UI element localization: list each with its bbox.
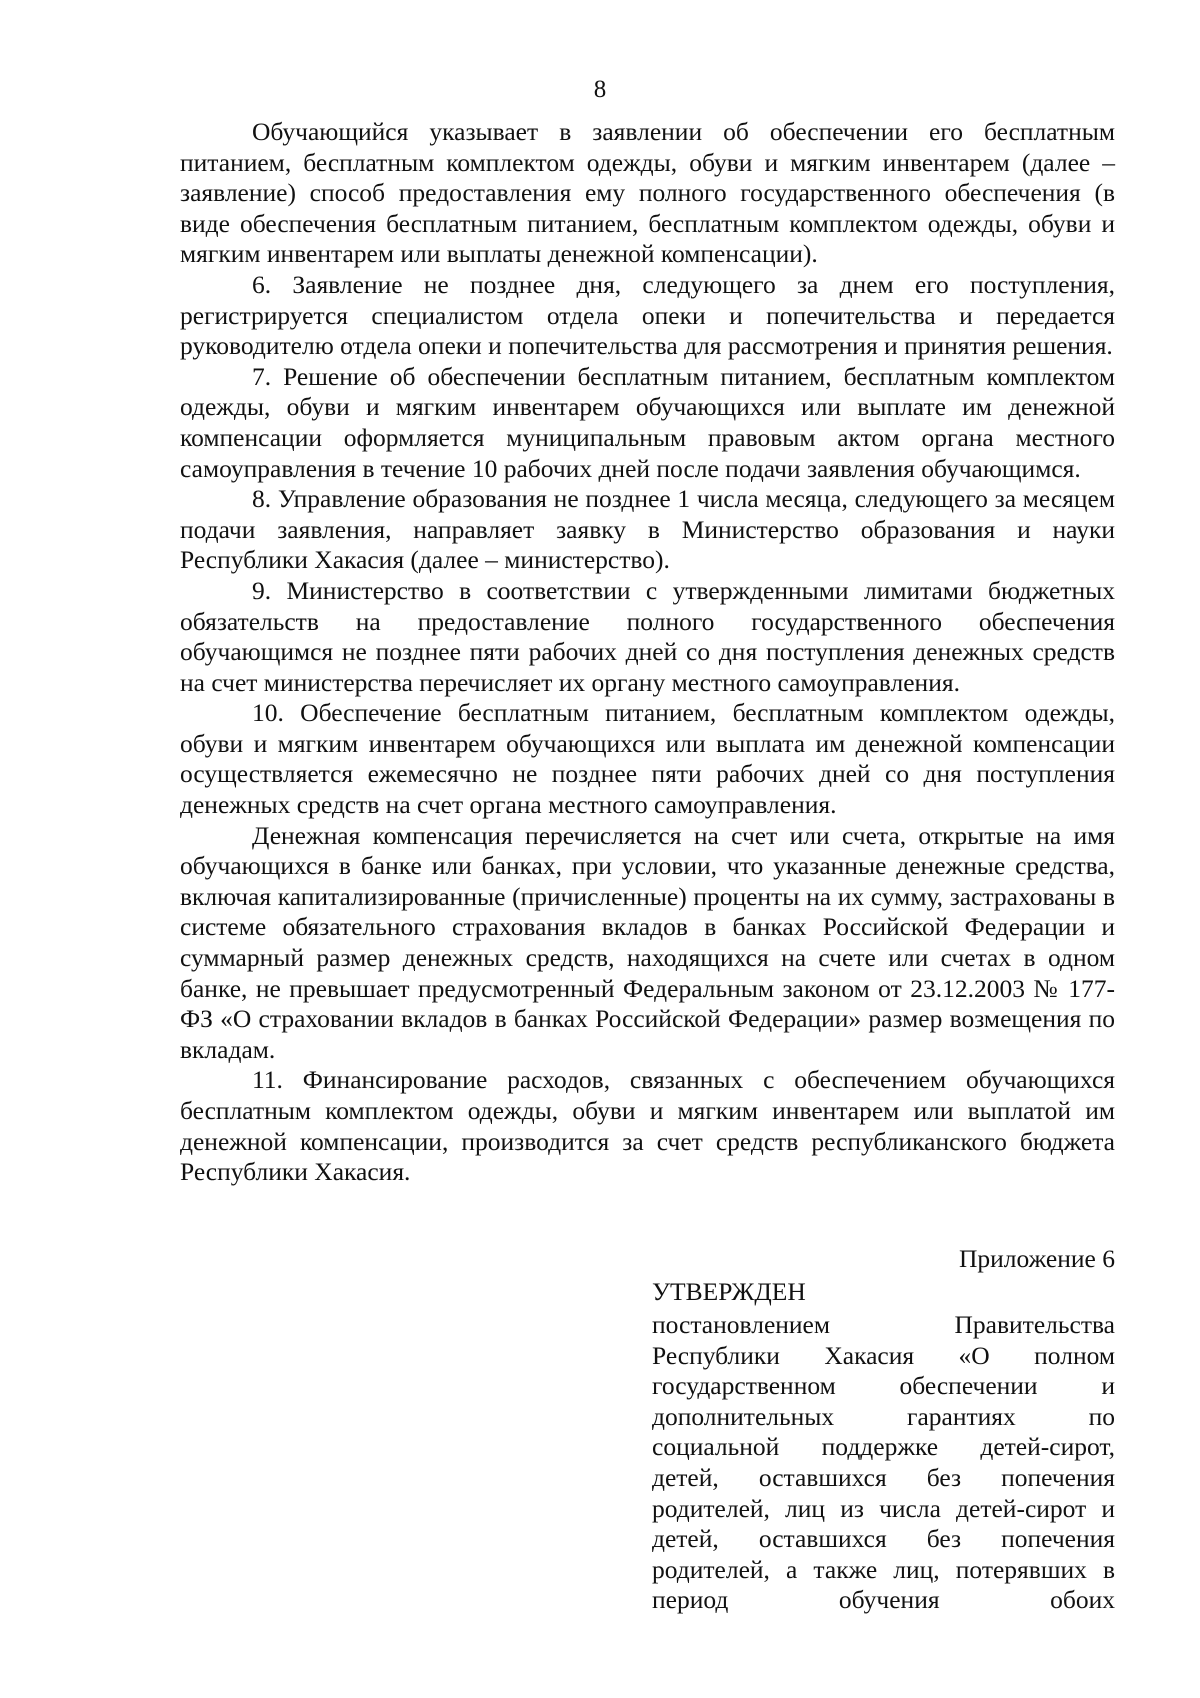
paragraph-item-6: 6. Заявление не позднее дня, следующего за днем его поступления, регистрируется специалистом отдела опеки и попечительства и передается руководителю отдела опеки и попечительства для рассмотрения и принятия решения. [180,269,1115,361]
paragraph-item-9: 9. Министерство в соответствии с утвержденными лимитами бюджетных обязательств на предоставление полного государственного обеспечения обучающимся не позднее пяти рабочих дней со дня поступления денежных средств на счет министерства перечисляет их органу местного самоуправления. [180,575,1115,697]
paragraph-item-10: 10. Обеспечение бесплатным питанием, бесплатным комплектом одежды, обуви и мягким инвентарем обучающихся или выплата им денежной компенсации осуществляется ежемесячно не позднее пяти рабочих дней со дня поступления денежных средств на счет органа местного самоуправления. [180,698,1115,820]
approved-by-resolution-text: постановлением Правительства Республики Хакасия «О полном государственном обеспечении и дополнительных гарантиях по социальной поддержке детей-сирот, детей, оставшихся без попечения родителей, лиц из числа детей-сирот и детей, оставшихся без попечения родителей, а также лиц, потерявших в период обучения обоих [652,1310,1115,1615]
appendix-block [652,1244,1115,1616]
paragraph-item-11: 11. Финансирование расходов, связанных с обеспечением обучающихся бесплатным комплектом одежды, обуви и мягким инвентарем или выплатой им денежной компенсации, производится за счет средств республиканского бюджета Республики Хакасия. [180,1065,1115,1187]
paragraph-statement-method: Обучающийся указывает в заявлении об обеспечении его бесплатным питанием, бесплатным комплектом одежды, обуви и мягким инвентарем (далее – заявление) способ предоставления ему полного государственного обеспечения (в виде обеспечения бесплатным питанием, бесплатным комплектом одежды, обуви и мягким инвентарем или выплаты денежной компенсации). [180,117,1115,269]
page-number: 8 [593,76,607,103]
body-text [180,117,1115,1188]
paragraph-item-8: 8. Управление образования не позднее 1 числа месяца, следующего за месяцем подачи заявления, направляет заявку в Министерство образования и науки Республики Хакасия (далее – министерство). [180,484,1115,575]
approved-title: УТВЕРЖДЕН [652,1277,806,1306]
appendix-label: Приложение 6 [959,1244,1115,1273]
paragraph-compensation-transfer: Денежная компенсация перечисляется на счет или счета, открытые на имя обучающихся в банке или банках, при условии, что указанные денежные средства, включая капитализированные (причисленные) проценты на их сумму, застрахованы в системе обязательного страхования вкладов в банках Российской Федерации и суммарный размер денежных средств, находящихся на счете или счетах в одном банке, не превышает предусмотренный Федеральным законом от 23.12.2003 № 177-ФЗ «О страховании вкладов в банках Российской Федерации» размер возмещения по вкладам. [180,820,1115,1064]
paragraph-item-7: 7. Решение об обеспечении бесплатным питанием, бесплатным комплектом одежды, обуви и мягким инвентарем обучающихся или выплате им денежной компенсации оформляется муниципальным правовым актом органа местного самоуправления в течение 10 рабочих дней после подачи заявления обучающимся. [180,361,1115,483]
